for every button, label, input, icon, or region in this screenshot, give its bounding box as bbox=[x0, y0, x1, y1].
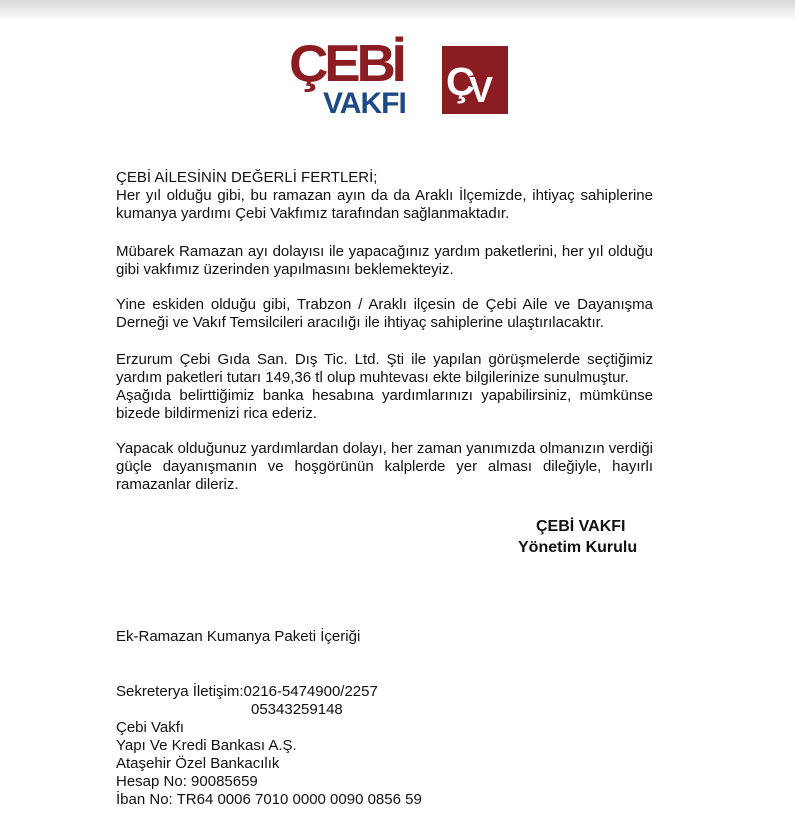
paragraph-1: Her yıl olduğu gibi, bu ramazan ayın da da Araklı İlçemizde, ihtiyaç sahiplerine kumanya yardımı Çebi Vakfımız tarafından sağlanmaktadır. bbox=[116, 187, 653, 222]
signature-org: ÇEBİ VAKFI bbox=[536, 518, 626, 535]
contact-mobile: 05343259148 bbox=[251, 701, 343, 718]
paragraph-3: Yine eskiden olduğu gibi, Trabzon / Araklı ilçesin de Çebi Aile ve Dayanışma Derneği ve Vakıf Temsilcileri aracılığı ile ihtiyaç sahiplerine ulaştırılacaktır. bbox=[116, 296, 653, 331]
logo-mark-c: Ç bbox=[446, 60, 475, 104]
paragraph-4a: Erzurum Çebi Gıda San. Dış Tic. Ltd. Şti ile yapılan görüşmelerde seçtiğimiz yardım paketleri tutarı 149,36 tl olup muhtevası ekte bilgilerinize sunulmuştur. bbox=[116, 351, 653, 386]
top-shadow-bar bbox=[0, 0, 795, 20]
logo-cv-mark bbox=[442, 46, 508, 114]
paragraph-4b: Aşağıda belirttiğimiz banka hesabına yardımlarınızı yapabilirsiniz, mümkünse bizede bildirmenizi rica ederiz. bbox=[116, 387, 653, 422]
bank-name: Yapı Ve Kredi Bankası A.Ş. bbox=[116, 737, 297, 754]
cebi-vakfi-logo bbox=[289, 35, 509, 120]
contact-phone: Sekreterya İletişim:0216-5474900/2257 bbox=[116, 683, 378, 700]
bank-iban: İban No: TR64 0006 7010 0000 0090 0856 59 bbox=[116, 791, 422, 808]
logo-text-cebi: ÇEBİ bbox=[289, 35, 403, 93]
attachment-note: Ek-Ramazan Kumanya Paketi İçeriği bbox=[116, 628, 361, 645]
logo-text-vakfi: VAKFI bbox=[323, 87, 406, 120]
paragraph-5: Yapacak olduğunuz yardımlardan dolayı, her zaman yanımızda olmanızın verdiği güçle dayanışmanın ve hoşgörünün kalplerde yer alması dileğiyle, hayırlı ramazanlar dileriz. bbox=[116, 440, 653, 493]
paragraph-2: Mübarek Ramazan ayı dolayısı ile yapacağınız yardım paketlerini, her yıl olduğu gibi vakfımız üzerinden yapılmasını beklemekteyiz. bbox=[116, 243, 653, 278]
signature-board: Yönetim Kurulu bbox=[518, 539, 638, 556]
bank-account-number: Hesap No: 90085659 bbox=[116, 773, 258, 790]
logo-mark-v: V bbox=[469, 69, 494, 110]
bank-account-holder: Çebi Vakfı bbox=[116, 719, 185, 736]
bank-branch: Ataşehir Özel Bankacılık bbox=[116, 755, 280, 772]
salutation: ÇEBİ AİLESİNİN DEĞERLİ FERTLERİ; bbox=[116, 169, 378, 186]
